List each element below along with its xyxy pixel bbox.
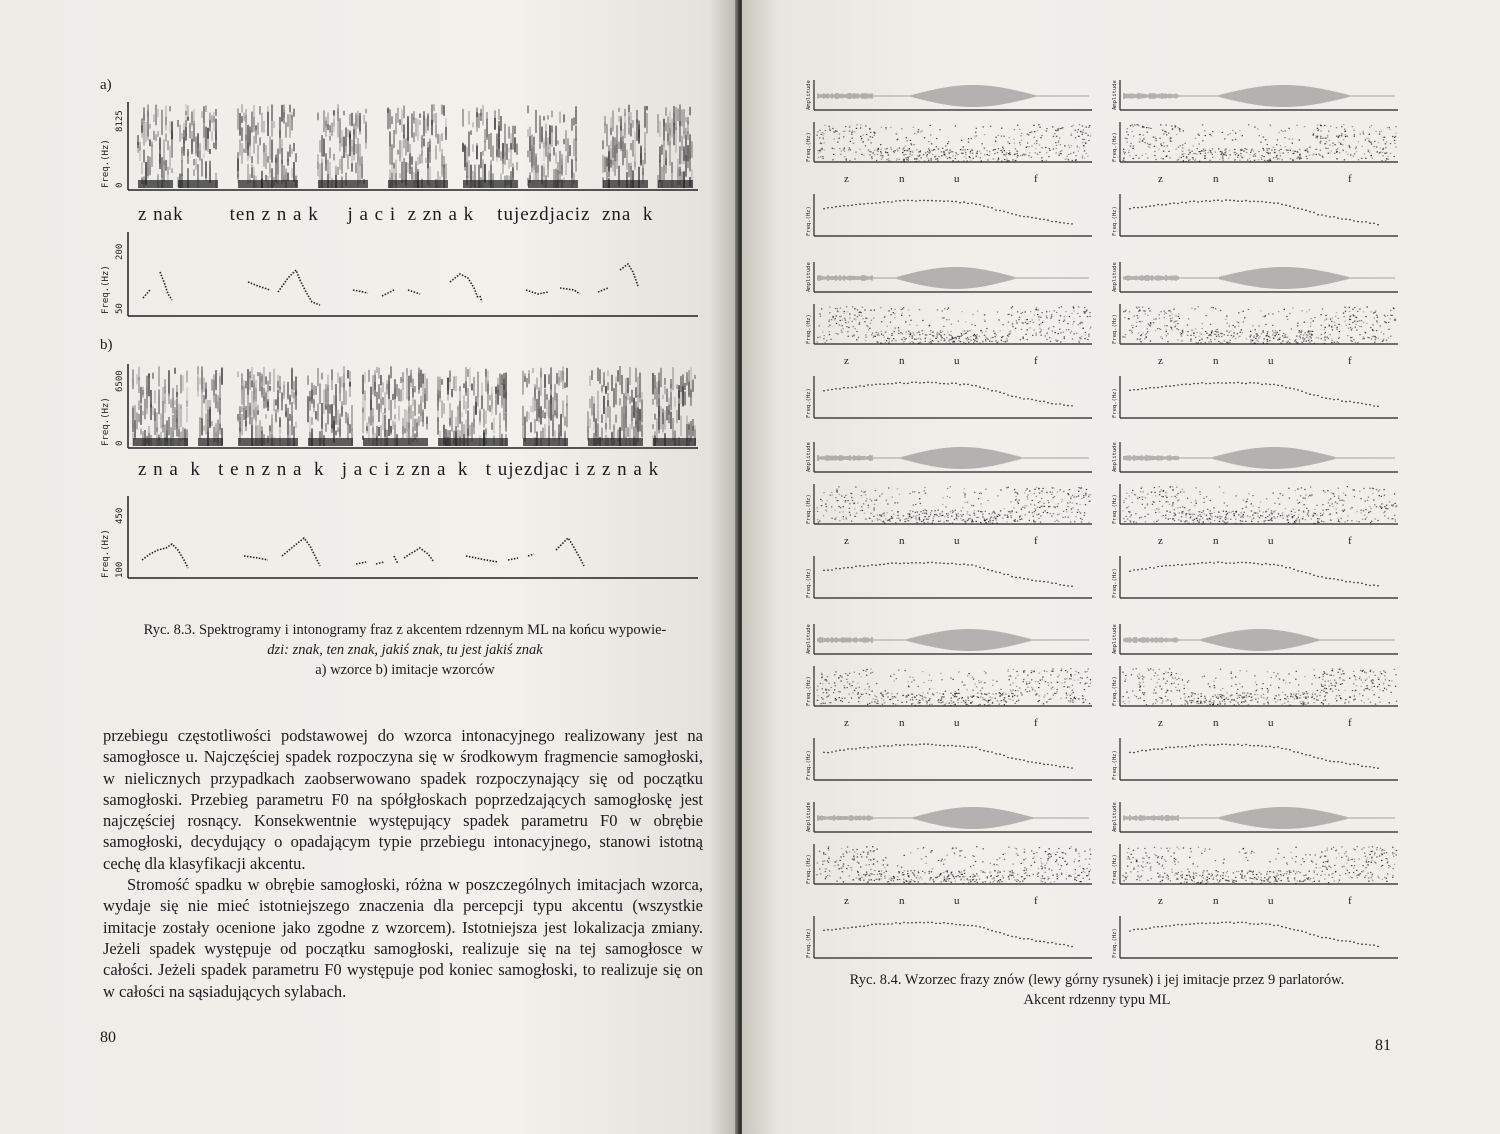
spectrogram-a [98, 100, 703, 195]
svg-text:Freq.(Hz): Freq.(Hz) [806, 388, 812, 418]
axis-top-tick: 6500 [115, 370, 125, 392]
segment-label: f [1034, 535, 1038, 547]
svg-text:Amplitude: Amplitude [806, 80, 812, 110]
segment-label: f [1348, 535, 1352, 547]
right-page [742, 0, 1500, 1134]
axis-top-tick: 200 [115, 243, 125, 260]
speaker-panel-2 [804, 260, 1096, 430]
segment-label: n [1213, 717, 1219, 729]
segment-label: f [1348, 355, 1352, 367]
paragraph: przebiegu częstotliwości podstawowej do wzorca intonacyjnego realizowany jest na samogłosce u. Najczęściej spadek rozpoczyna się w środkowym fragmencie samogłoski, w nielicznych przypadkach zaobserwowano spadek rozpoczynający się od początku samogłoski. Przebieg parametru F0 na spółgłoskach poprzedzających samogłoskę jest najczęściej rosnący. Konsekwentnie występujący spadek parametru F0 w obrębie samogłoski, decydujący o opadającym typie przebiegu intonacyjnego, stanowi istotną cechę dla klasyfikacji akcentu. [103, 726, 703, 873]
segment-label: z [1158, 895, 1163, 907]
segment-label: z [1158, 355, 1163, 367]
axis-bottom-tick: 100 [115, 561, 125, 578]
svg-text:Freq.(Hz): Freq.(Hz) [806, 132, 812, 162]
segment-label: z [844, 717, 849, 729]
segment-label: u [1268, 895, 1274, 907]
segment-label: f [1034, 173, 1038, 185]
speaker-panel-5 [1110, 440, 1402, 610]
svg-text:Freq.(Hz): Freq.(Hz) [806, 568, 812, 598]
segment-label: n [1213, 355, 1219, 367]
segment-label: n [1213, 535, 1219, 547]
svg-text:Amplitude: Amplitude [1112, 80, 1118, 110]
svg-text:Freq.(Hz): Freq.(Hz) [1112, 132, 1118, 162]
intonogram-b [98, 494, 703, 584]
figure-label-a: a) [100, 77, 112, 93]
caption-line: a) wzorce b) imitacje wzorców [315, 662, 495, 678]
segment-label: z [844, 535, 849, 547]
speaker-panel-9 [1110, 800, 1402, 970]
segment-label: z [844, 895, 849, 907]
segment-label: f [1034, 895, 1038, 907]
axis-top-tick: 8125 [115, 110, 125, 132]
svg-text:Freq.(Hz): Freq.(Hz) [1112, 314, 1118, 344]
spectrogram-b [98, 362, 703, 452]
axis-top-tick: 450 [115, 507, 125, 524]
segment-label: n [899, 535, 905, 547]
segment-label: u [1268, 173, 1274, 185]
speaker-panel-4 [804, 440, 1096, 610]
caption-line: Ryc. 8.4. Wzorzec frazy znów (lewy górny rysunek) i jej imitacje przez 9 parlatorów. [849, 972, 1345, 988]
svg-text:Freq.(Hz): Freq.(Hz) [1112, 388, 1118, 418]
segment-label: f [1034, 355, 1038, 367]
segment-label: z [844, 355, 849, 367]
axis-label: Freq.(Hz) [101, 397, 111, 446]
svg-text:Amplitude: Amplitude [1112, 262, 1118, 292]
segment-label: u [954, 173, 960, 185]
speaker-panel-8 [804, 800, 1096, 970]
segment-labels-b: z n a k t e n z n a k j a c i z zn a k t ujezdjac i z z n a k [138, 459, 660, 480]
axis-label: Freq.(Hz) [101, 265, 111, 314]
svg-text:Freq.(Hz): Freq.(Hz) [806, 206, 812, 236]
body-text [103, 725, 703, 1002]
speaker-panel-1 [1110, 78, 1402, 248]
segment-label: f [1348, 895, 1352, 907]
paragraph: Stromość spadku w obrębie samogłoski, różna w poszczególnych imitacjach wzorca, wydaje się nie mieć istotniejszego znaczenia dla percepcji typu akcentu (wszystkie imitacje zostały ocenione jako zgodne z wzorcem). Istotniejsza jest lokalizacja zmiany. Jeżeli spadek występuje od początku samogłoski, realizuje się na tej samogłosce w całości. Jeżeli spadek parametru F0 występuje pod koniec samogłoski, to realizuje się on w całości na sąsiadujących sylabach. [103, 875, 703, 1001]
segment-label: n [1213, 173, 1219, 185]
segment-label: u [954, 895, 960, 907]
segment-label: f [1034, 717, 1038, 729]
axis-bottom-tick: 0 [115, 182, 125, 188]
segment-label: z [1158, 535, 1163, 547]
segment-labels-a: z nak ten z n a k j a c i z zn a k tujezdjaciz zna k [138, 204, 654, 225]
svg-text:Amplitude: Amplitude [806, 262, 812, 292]
segment-label: n [899, 717, 905, 729]
segment-label: u [1268, 717, 1274, 729]
segment-label: n [1213, 895, 1219, 907]
caption-line: Ryc. 8.3. Spektrogramy i intonogramy fraz z akcentem rdzennym ML na końcu wypowie- [143, 622, 667, 638]
figure-label-b: b) [100, 337, 113, 353]
caption-line: Akcent rdzenny typu ML [1023, 992, 1171, 1008]
segment-label: u [1268, 355, 1274, 367]
segment-label: f [1348, 173, 1352, 185]
axis-label: Freq.(Hz) [101, 529, 111, 578]
svg-text:Freq.(Hz): Freq.(Hz) [806, 314, 812, 344]
axis-bottom-tick: 50 [115, 303, 125, 314]
figure-caption-8-3 [100, 620, 710, 680]
segment-label: f [1348, 717, 1352, 729]
axis-label: Freq.(Hz) [101, 139, 111, 188]
figure-caption-8-4 [777, 970, 1417, 1010]
page-number-left: 80 [100, 1029, 116, 1046]
segment-label: n [899, 895, 905, 907]
segment-label: u [954, 355, 960, 367]
segment-label: z [1158, 717, 1163, 729]
segment-label: z [1158, 173, 1163, 185]
axis-bottom-tick: 0 [115, 440, 125, 446]
segment-label: n [899, 173, 905, 185]
segment-label: n [899, 355, 905, 367]
left-page [0, 0, 738, 1134]
svg-text:Amplitude: Amplitude [806, 442, 812, 472]
speaker-panel-7 [1110, 622, 1402, 792]
speaker-panel-3 [1110, 260, 1402, 430]
intonogram-a [98, 230, 703, 322]
caption-line: dzi: znak, ten znak, jakiś znak, tu jest jakiś znak [267, 642, 543, 658]
speaker-panel-0 [804, 78, 1096, 248]
segment-label: u [1268, 535, 1274, 547]
segment-label: u [954, 717, 960, 729]
svg-text:Freq.(Hz): Freq.(Hz) [806, 494, 812, 524]
segment-label: u [954, 535, 960, 547]
segment-label: z [844, 173, 849, 185]
svg-text:Freq.(Hz): Freq.(Hz) [1112, 206, 1118, 236]
page-number-right: 81 [1375, 1037, 1391, 1054]
speaker-panel-6 [804, 622, 1096, 792]
